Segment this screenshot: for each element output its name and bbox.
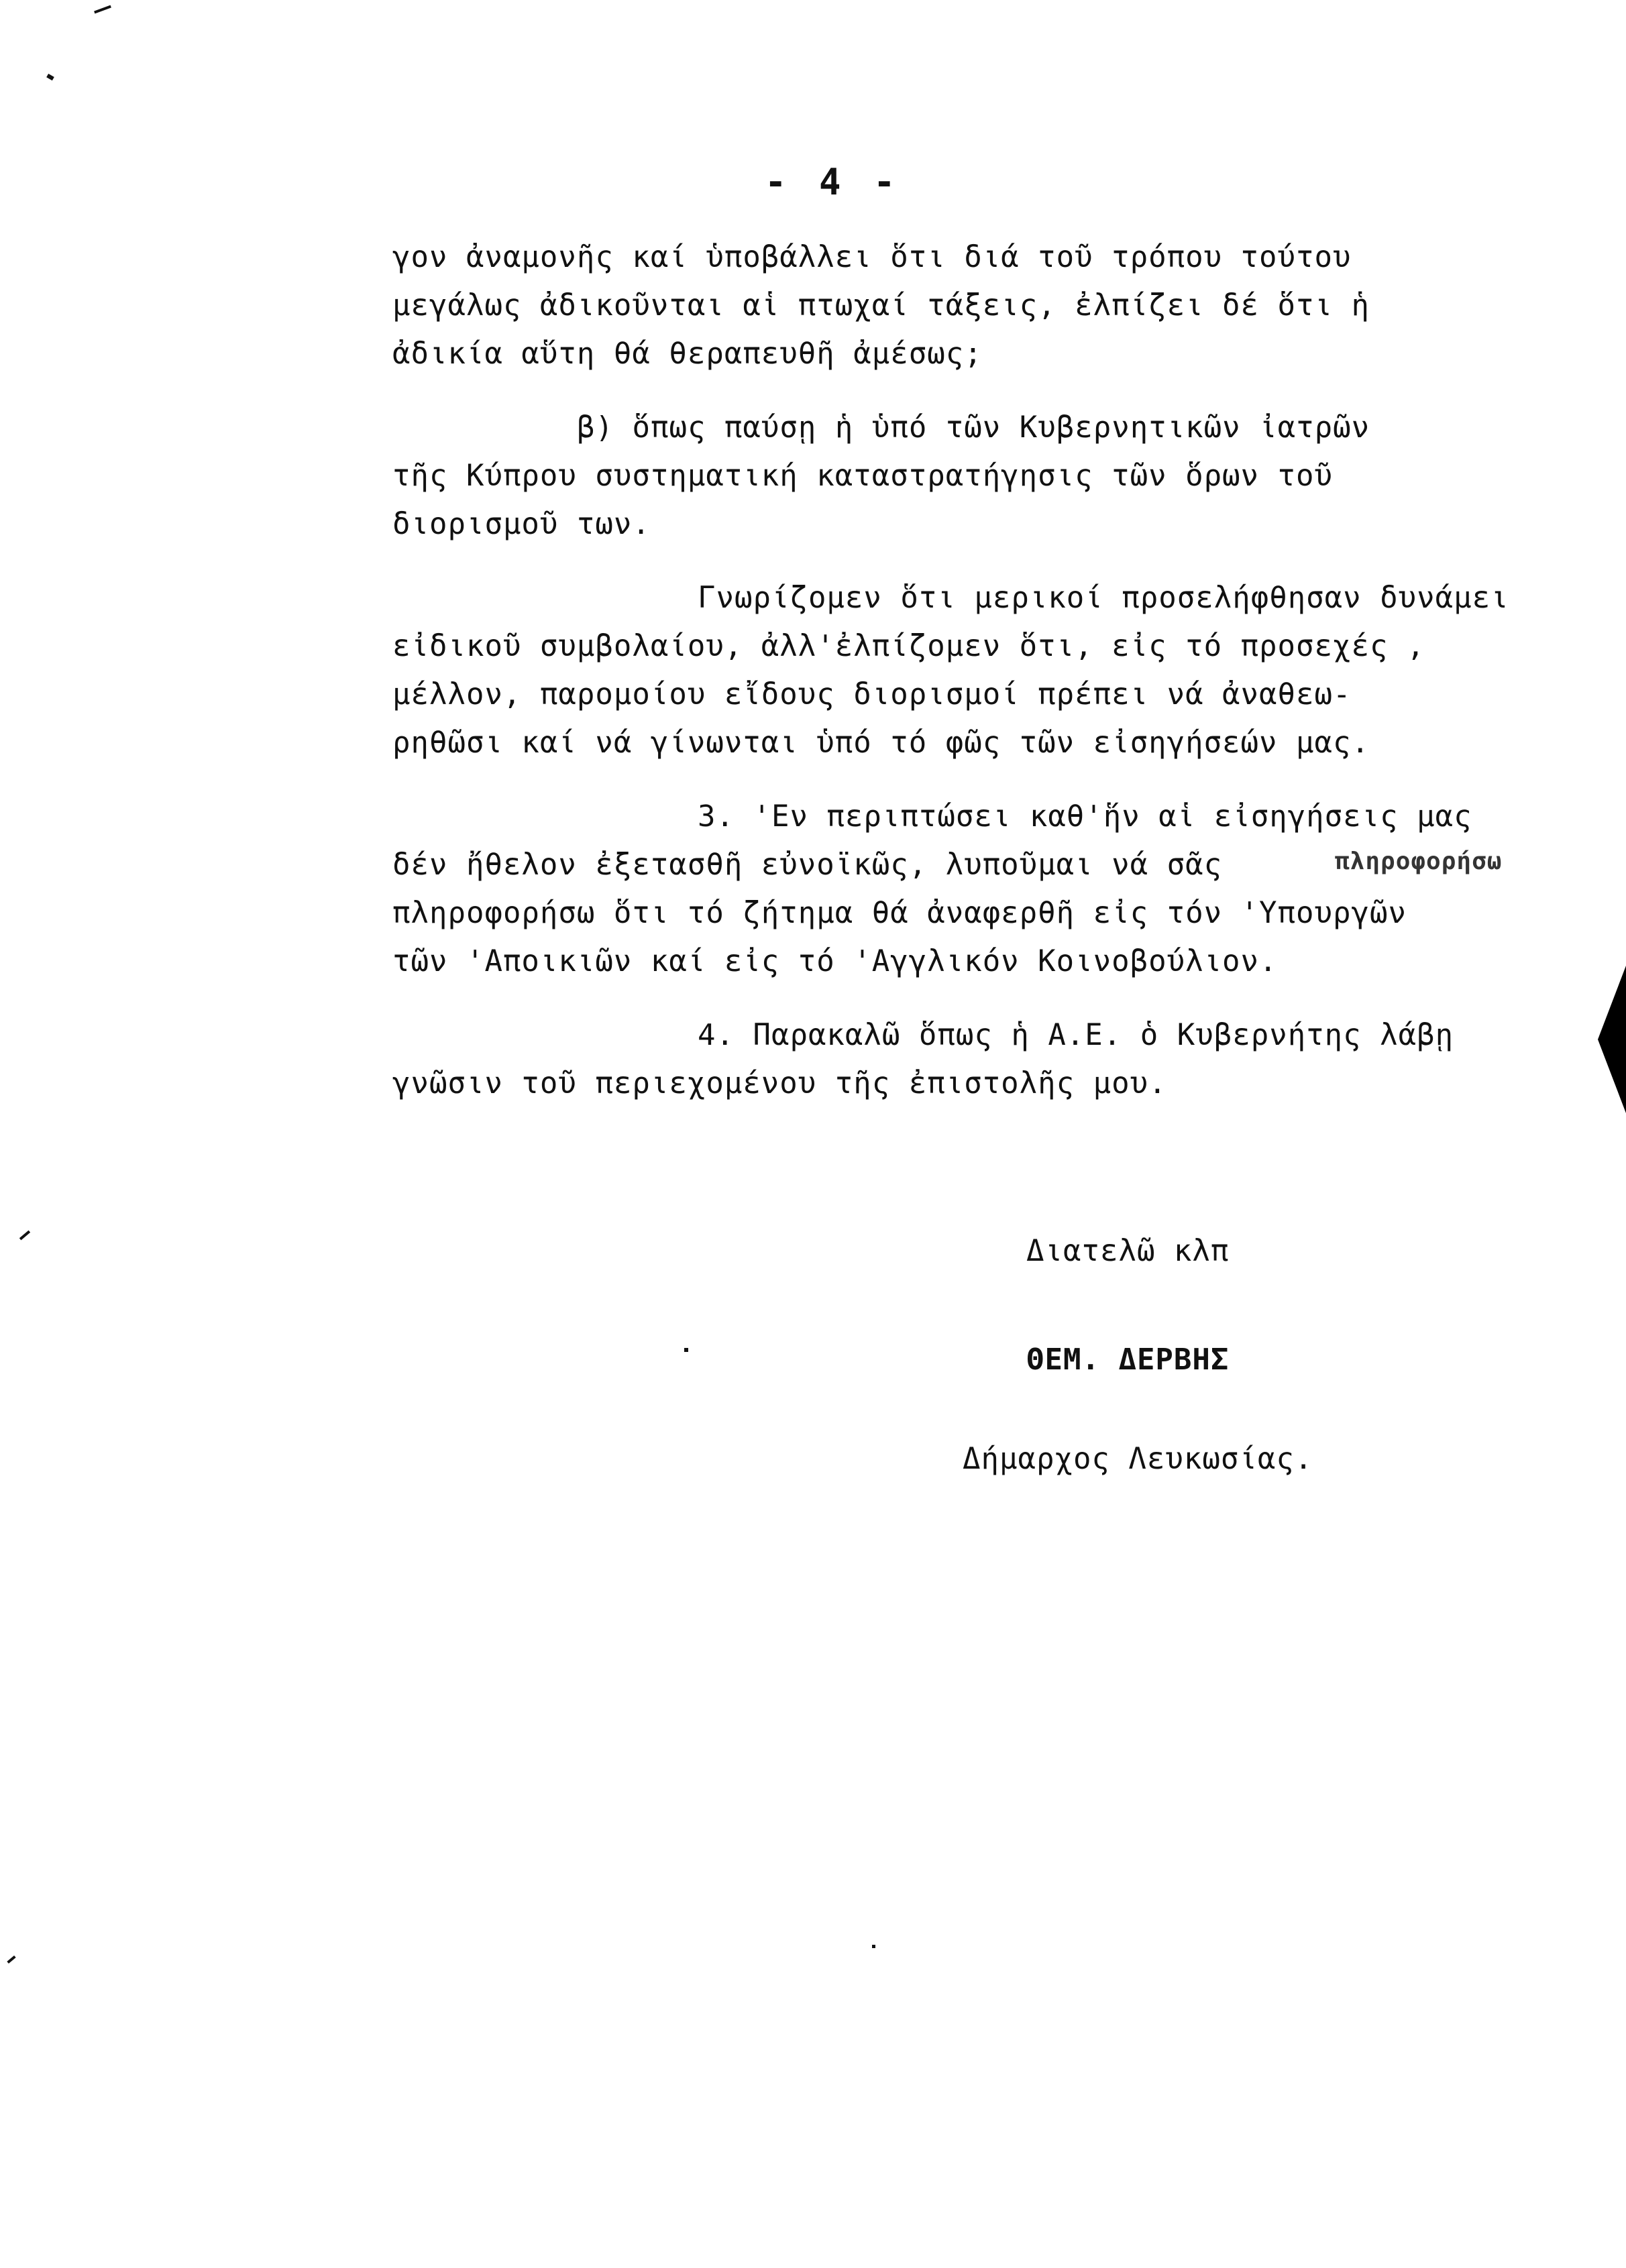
- scan-speck: [19, 1231, 30, 1241]
- body-line: πληροφορήσω ὅτι τό ζήτημα θά ἀναφερθῆ εἰς τόν 'Υπουργῶν: [392, 896, 1407, 930]
- page-number: - 4 -: [765, 161, 901, 203]
- body-line: 4. Παρακαλῶ ὅπως ἡ Α.Ε. ὁ Κυβερνήτης λάβῃ: [698, 1018, 1454, 1052]
- body-line: ρηθῶσι καί νά γίνωνται ὑπό τό φῶς τῶν εἰσηγήσεών μας.: [392, 726, 1370, 760]
- signatory-title: Δήμαρχος Λευκωσίας.: [963, 1442, 1313, 1476]
- closing: Διατελῶ κλπ: [1026, 1234, 1230, 1268]
- body-line: μεγάλως ἀδικοῦνται αἱ πτωχαί τάξεις, ἐλπίζει δέ ὅτι ἡ: [392, 288, 1370, 323]
- body-line: γνῶσιν τοῦ περιεχομένου τῆς ἐπιστολῆς μου.: [392, 1066, 1167, 1100]
- body-line: γον ἀναμονῆς καί ὑποβάλλει ὅτι διά τοῦ τρόπου τούτου: [392, 240, 1352, 274]
- body-line: εἰδικοῦ συμβολαίου, ἀλλ'ἐλπίζομεν ὅτι, εἰς τό προσεχές ,: [392, 629, 1425, 663]
- signatory-name: ΘΕΜ. ΔΕΡΒΗΣ: [1026, 1343, 1230, 1377]
- scan-speck: [46, 74, 54, 80]
- body-line: δέν ἤθελον ἐξετασθῆ εὐνοϊκῶς, λυποῦμαι νά σᾶς: [392, 848, 1223, 882]
- body-line: διορισμοῦ των.: [392, 507, 651, 541]
- struck-word: πληροφορήσω: [1335, 848, 1503, 875]
- edge-mark: [1598, 966, 1626, 1113]
- scan-speck: [872, 1945, 875, 1948]
- body-line: τῆς Κύπρου συστηματική καταστρατήγησις τῶν ὅρων τοῦ: [392, 459, 1334, 493]
- scan-speck: [684, 1348, 688, 1352]
- scan-speck: [94, 5, 111, 14]
- body-line: Γνωρίζομεν ὅτι μερικοί προσελήφθησαν δυνάμει: [698, 581, 1509, 615]
- scan-speck: [7, 1955, 15, 1964]
- body-line: 3. 'Εν περιπτώσει καθ'ἥν αἱ εἰσηγήσεις μας: [698, 799, 1472, 834]
- body-line: τῶν 'Αποικιῶν καί εἰς τό 'Αγγλικόν Κοινοβούλιον.: [392, 944, 1278, 978]
- body-line: β) ὅπως παύσῃ ἡ ὑπό τῶν Κυβερνητικῶν ἰατρῶν: [577, 410, 1370, 445]
- body-line: μέλλον, παρομοίου εἴδους διορισμοί πρέπει νά ἀναθεω-: [392, 677, 1352, 712]
- body-line: ἀδικία αὕτη θά θεραπευθῆ ἀμέσως;: [392, 337, 983, 371]
